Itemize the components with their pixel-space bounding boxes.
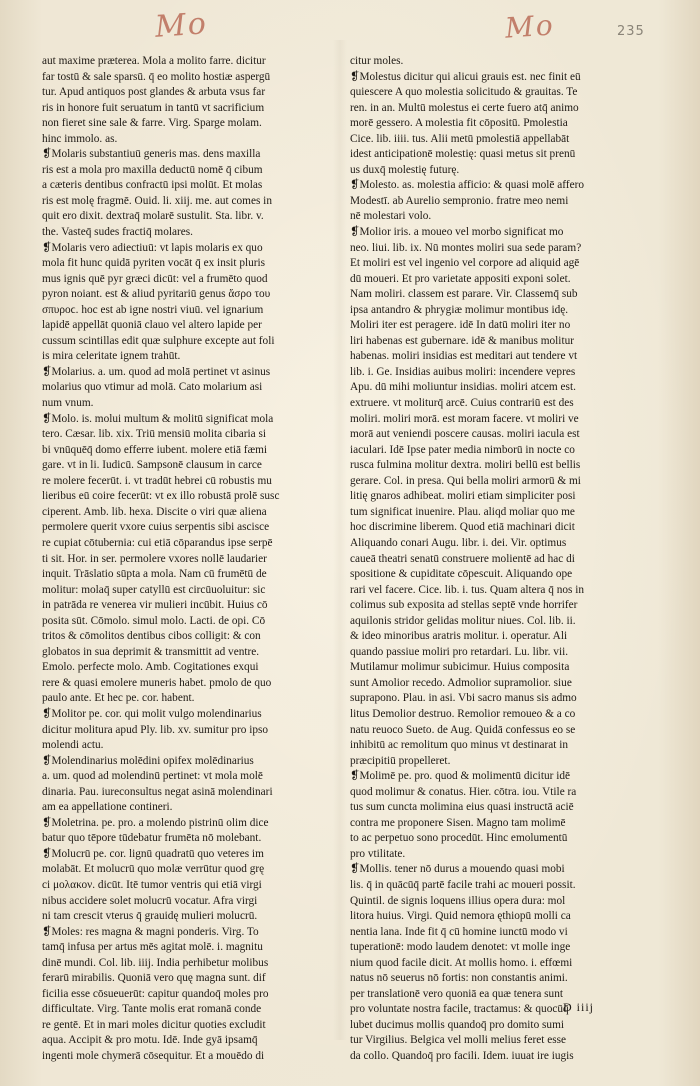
text-line: morē gessero. A molestia fit cōpositū. Pmolestia [350, 117, 568, 130]
text-line: posita sūt. Cōmolo. simul molo. Lacti. de opi. Cō [42, 614, 266, 627]
text-line: num vnum. [42, 397, 94, 410]
text-line: ti sit. Hor. in ser. permolere vxores nollē laudarier [42, 552, 267, 565]
text-line: colimus sub exposita ad stellas septē vnde horrifer [350, 599, 578, 612]
text-line: ris in honore fuit seruatum in tantū vt sacrificium [42, 101, 265, 114]
text-line: tero. Cæsar. lib. xix. Triū mensiū molita cibaria si [42, 428, 267, 441]
text-line: per translationē vero quoniā ea quæ tenera sunt [350, 987, 563, 1000]
text-line: paulo ante. Et hec pe. cor. habent. [42, 692, 195, 705]
text-line: iaculari. Idē Ipse pater media nimborū in nocte co [350, 443, 575, 456]
text-line: am ea appellatione contineri. [42, 801, 173, 814]
text-line: ❡Moletrina. pe. pro. a molendo pistrinū olim dice [42, 816, 269, 829]
text-line: Modestī. ab Aurelio sempronio. fratre meo nemi [350, 194, 569, 207]
text-line: tamq̄ infusa per artus mēs agitat molē. i. magnitu [42, 941, 263, 954]
text-line: re molere fecerūt. i. vt tradūt hebrei cū robustis mu [42, 474, 272, 487]
text-line: molabāt. Et molucrū quo molæ verrūtur quod grę [42, 863, 265, 876]
text-line: Et moliri est vel ingenio vel corpore ad aliquid agē [350, 257, 580, 270]
text-line: tur. Apud antiquos post glandes & arbuta vsus far [42, 86, 266, 99]
text-line: is mira celeritate ignem trahūt. [42, 350, 181, 363]
text-line: ren. in an. Multū molestus ei certe fuero atq̄ animo [350, 101, 579, 114]
text-line: citur moles. [350, 55, 404, 67]
text-line: ficilia esse cōsueuerūt: capitur quandoq̄ moles pro [42, 987, 269, 1000]
text-line: tuperationē: modo laudem denotet: vt molle inge [350, 941, 571, 954]
text-line: præcipitiū propelleret. [350, 754, 451, 767]
text-line: ingenti mole chymerā cōsequitur. Et a mouēdo di [42, 1050, 265, 1062]
text-line: quod molimur & conatus. Hier. cōtra. iou. Vtile ra [350, 785, 577, 798]
text-line: neo. liui. lib. ix. Nū montes moliri sua sede param? [350, 241, 582, 254]
text-line: Emolo. perfecte molo. Amb. Cogitationes exqui [42, 661, 259, 674]
text-line: non fieret sine sale & farre. Virg. Sparge molam. [42, 117, 262, 130]
text-line: molendi actu. [42, 739, 104, 752]
text-line: extruere. vt moliturq̄ arcē. Cuius contrariū est des [350, 397, 574, 410]
text-line: dinē mundi. Col. lib. iiij. India perhibetur molibus [42, 956, 269, 969]
text-line: Cice. lib. iiii. tus. Alii metū pmolestiā appellabāt [350, 132, 570, 145]
text-line: Apu. dū mihi moliuntur insidias. moliri atcem est. [350, 381, 576, 394]
text-line: sunt Amolior recedo. Admolior supramolior. siue [350, 676, 572, 689]
text-line: natus nō seuerus nō fortis: non constantis animi. [350, 972, 568, 985]
text-line: nē molestari volo. [350, 210, 432, 223]
text-line: rari vel facere. Cice. lib. i. tus. Quam altera q̄ nos in [350, 583, 585, 596]
text-line: hoc discrimine liberem. Quod etiā machinari dicit [350, 521, 575, 534]
text-line: nentia lana. Inde fit q̄ cū homine iunctū modo vi [350, 925, 568, 938]
text-line: ris est molę fragmē. Ouid. li. xiij. me. aut comes in [42, 194, 272, 207]
text-line: to ac perpetuo sono procedūt. Hinc emolumentū [350, 832, 568, 845]
text-line: liri habenas est gubernare. idē & manibus molitur [350, 334, 574, 347]
right-text-column [350, 54, 650, 1065]
text-line: ❡Molaris substantiuū generis mas. dens maxilla [42, 148, 261, 161]
text-line: ❡Molarius. a. um. quod ad molā pertinet vt asinus [42, 365, 271, 378]
text-line: natu reuoco Sueto. de Aug. Quidā confessus eo se [350, 723, 576, 736]
text-line: globatos in sua deprimit & transmittit ad ventre. [42, 645, 260, 658]
text-line: ris est a mola pro maxilla deductū nomē q̄ cibum [42, 163, 263, 176]
text-line: a cæteris dentibus confractū ipsi molūt. Et molas [42, 179, 263, 192]
text-line: quit ero dixit. dextraq̄ molarē sustulit. Sta. libr. v. [42, 210, 264, 223]
text-line: quiescere A quo molestia solicitudo & grauitas. Te [350, 86, 578, 99]
text-line: a. um. quod ad molendinū pertinet: vt mola molē [42, 770, 263, 783]
text-line: lis. q̄ in quācūq̄ partē facile trahi ac moueri possit. [350, 878, 576, 891]
text-line: ❡Molaris vero adiectiuū: vt lapis molaris ex quo [42, 241, 263, 254]
text-line: ❡Molo. is. molui multum & molitū significat mola [42, 412, 274, 425]
text-line: ipsa antandro & phrygiæ molimur montibus idę. [350, 303, 569, 316]
text-line: caueā theatri senatū construere molientē ad hac di [350, 552, 575, 565]
text-line: ❡Mollis. tener nō durus a mouendo quasi mobi [350, 863, 565, 876]
text-line: cussum scintillas edit quæ sulphure excepte aut foli [42, 334, 275, 347]
text-line: pyron noiant. est & aliud pyritariū genus ἄσρο του [42, 288, 271, 301]
text-line: mola fit hunc quidā pyriten vocāt q̄ ex insit pluris [42, 257, 266, 270]
text-line: morā aut veniendi poscere causas. moliri iacula est [350, 428, 580, 441]
text-line: σπυροϲ. hoc est ab igne nostri viuū. vel ignarium [42, 303, 264, 316]
handwritten-annotation-left: Mo [153, 6, 209, 45]
text-line: ferarū mirabilis. Quoniā vero quę magna sunt. dif [42, 972, 266, 985]
handwritten-annotation-right: Mo [503, 8, 556, 45]
text-line: ci μολακον. dicūt. Itē tumor ventris qui etiā virgi [42, 878, 262, 891]
text-line: & ideo minoribus aratris molitur. i. operatur. Ali [350, 630, 568, 643]
text-line: nium quod facile dicit. At mollis homo. i. effœmi [350, 956, 573, 969]
text-line: ❡Moles: res magna & magni ponderis. Virg. To [42, 925, 259, 938]
text-line: gare. vt in li. Iudicū. Sampsonē clausum in carce [42, 459, 262, 472]
text-line: pro voluntate nostra facile, tractamus: & quocūq̄ [350, 1003, 569, 1016]
text-line: aquilonis stridor gelidas molitur niues. Col. lib. ii. [350, 614, 576, 627]
text-line: re cupiat cōtubernia: cui etiā cōparandus ipse serpē [42, 536, 273, 549]
text-line: molarius quo vtimur ad molā. Cato molarium asi [42, 381, 263, 394]
text-line: rusca fulmina molitur dextra. moliri bellū est bellis [350, 459, 581, 472]
text-line: permolere querit vxore cuius serpentis sibi ascisce [42, 521, 270, 534]
text-line: mus ignis quē pyr græci dicūt: vel a frumēto quod [42, 272, 268, 285]
text-line: the. Vasteq̄ sudes fractiq̄ molares. [42, 226, 194, 239]
text-line: Mutilamur molimur subicimur. Huius composita [350, 661, 570, 674]
text-line: ❡Molendinarius molēdini opifex molēdinarius [42, 754, 254, 767]
text-line: da collo. Quandoq̄ pro facili. Idem. iuuat ire iugis [350, 1050, 574, 1062]
text-line: molitur: molaq̄ super catyllū est circūuoluitur: sic [42, 583, 266, 596]
text-line: ❡Molestus dicitur qui alicui grauis est. nec finit eū [350, 70, 581, 83]
text-line: Aliquando conari Augu. libr. i. dei. Vir. optimus [350, 536, 567, 549]
text-line: tur Virgilius. Belgica vel molli melius feret esse [350, 1034, 567, 1047]
text-line: idest anticipationē molestię: quasi metus sit prenū [350, 148, 576, 161]
text-line: aqua. Accipit & pro motu. Idē. Inde gyā ipsamq̄ [42, 1034, 258, 1047]
text-line: us duxq̄ molestię futurę. [350, 163, 460, 176]
text-line: inquit. Trāslatio sūpta a mola. Nam cū frumētū de [42, 568, 267, 581]
text-line: nibus accidere solet molucrū vocatur. Afra virgi [42, 894, 258, 907]
text-line: dū moueri. Et pro varietate appositi exponi solet. [350, 272, 571, 285]
text-line: suprapono. Plau. in asi. Vbi sacro manus sis admo [350, 692, 577, 705]
text-line: ❡Molucrū pe. cor. lignū quadratū quo veteres im [42, 847, 264, 860]
text-line: re gentē. Et in mari moles dicitur quoties excludit [42, 1018, 266, 1031]
text-line: litora huius. Virgi. Quid nemora ęthiopū molli ca [350, 910, 571, 923]
text-line: dicitur molitura apud Ply. lib. xv. sumitur pro ipso [42, 723, 269, 736]
text-line: ❡Molesto. as. molestia afficio: & quasi molē affero [350, 179, 584, 192]
text-line: tum significat inuenire. Plau. aliqd moliar quo me [350, 505, 575, 518]
text-line: ni tam crescit vterus q̄ grauidę mulieri molucrū. [42, 910, 258, 923]
text-line: pro vtilitate. [350, 847, 406, 860]
text-line: Quintil. de signis loquens illius opera dura: mol [350, 894, 566, 907]
text-line: rere & quasi emolere muneris habet. pmolo de quo [42, 676, 272, 689]
text-line: contra me proponere Sisen. Magno tam molimē [350, 816, 566, 829]
text-line: ciperent. Amb. lib. hexa. Discite o viri quæ aliena [42, 505, 267, 518]
text-line: Nam moliri. classem est parare. Vir. Classemq̄ sub [350, 288, 578, 301]
text-line: inhibitū ac remolitum quo minus vt destinarat in [350, 739, 569, 752]
text-line: lieribus eū coire fecerūt: vt ex illo robustā prolē susc [42, 490, 280, 503]
text-line: aut maxime præterea. Mola a molito farre. dicitur [42, 55, 266, 67]
text-line: tus sum cuncta molimina eius quasi instructā aciē [350, 801, 574, 814]
text-line: Moliri iter est peragere. idē In datū moliri iter no [350, 319, 571, 332]
text-line: habenas. moliri insidias est meditari aut tendere vt [350, 350, 578, 363]
text-line: lib. i. Ge. Insidias auibus moliri: incendere vepres [350, 365, 576, 378]
folio-number: 235 [617, 24, 645, 39]
text-line: quando passiue moliri pro retardari. Lu. libr. vii. [350, 645, 569, 658]
text-line: ❡Molitor pe. cor. qui molit vulgo molendinarius [42, 707, 262, 720]
text-line: lapidē appellāt quoniā clauo vel altero lapide per [42, 319, 262, 332]
text-line: difficultate. Virg. Tante molis erat romanā conde [42, 1003, 262, 1016]
text-line: moliri. moliri morā. est moram facere. vt moliri ve [350, 412, 579, 425]
gutter-shadow [333, 40, 347, 1040]
text-line: ❡Molior iris. a moueo vel morbo significat mo [350, 226, 564, 239]
text-line: lubet ducimus mollis quandoq̄ pro domito sumi [350, 1018, 565, 1031]
left-text-column [42, 54, 334, 1065]
text-line: hinc immolo. as. [42, 132, 118, 145]
text-line: in patrāda re venerea vir mulieri incūbit. Huius cō [42, 599, 268, 612]
text-line: bi vnūquēq̄ domo efferre iubent. molere etiā fæmi [42, 443, 268, 456]
text-line: far tostū & sale sparsū. q̄ eo molito hostiæ aspergū [42, 70, 271, 83]
text-line: gerare. Col. in presa. Qui bella moliri armorū & mi [350, 474, 581, 487]
text-line: ❡Molimē pe. pro. quod & molimentū dicitur idē [350, 770, 570, 783]
text-line: spositione & cupiditate cōpescuit. Aliquando ope [350, 568, 573, 581]
text-line: litus Demolior destruo. Remolior remoueo & a co [350, 707, 576, 720]
text-line: batur quo tēpore tūdebatur frumēta nō molebant. [42, 832, 262, 845]
text-line: tritos & cōmolitos dentibus cibos colligit: & con [42, 630, 261, 643]
text-line: dinaria. Pau. iureconsultus negat asinā molendinari [42, 785, 273, 798]
text-line: litię gnaros adhibeat. moliri etiam simpliciter posi [350, 490, 576, 503]
signature-mark: D iiij [563, 1000, 595, 1014]
